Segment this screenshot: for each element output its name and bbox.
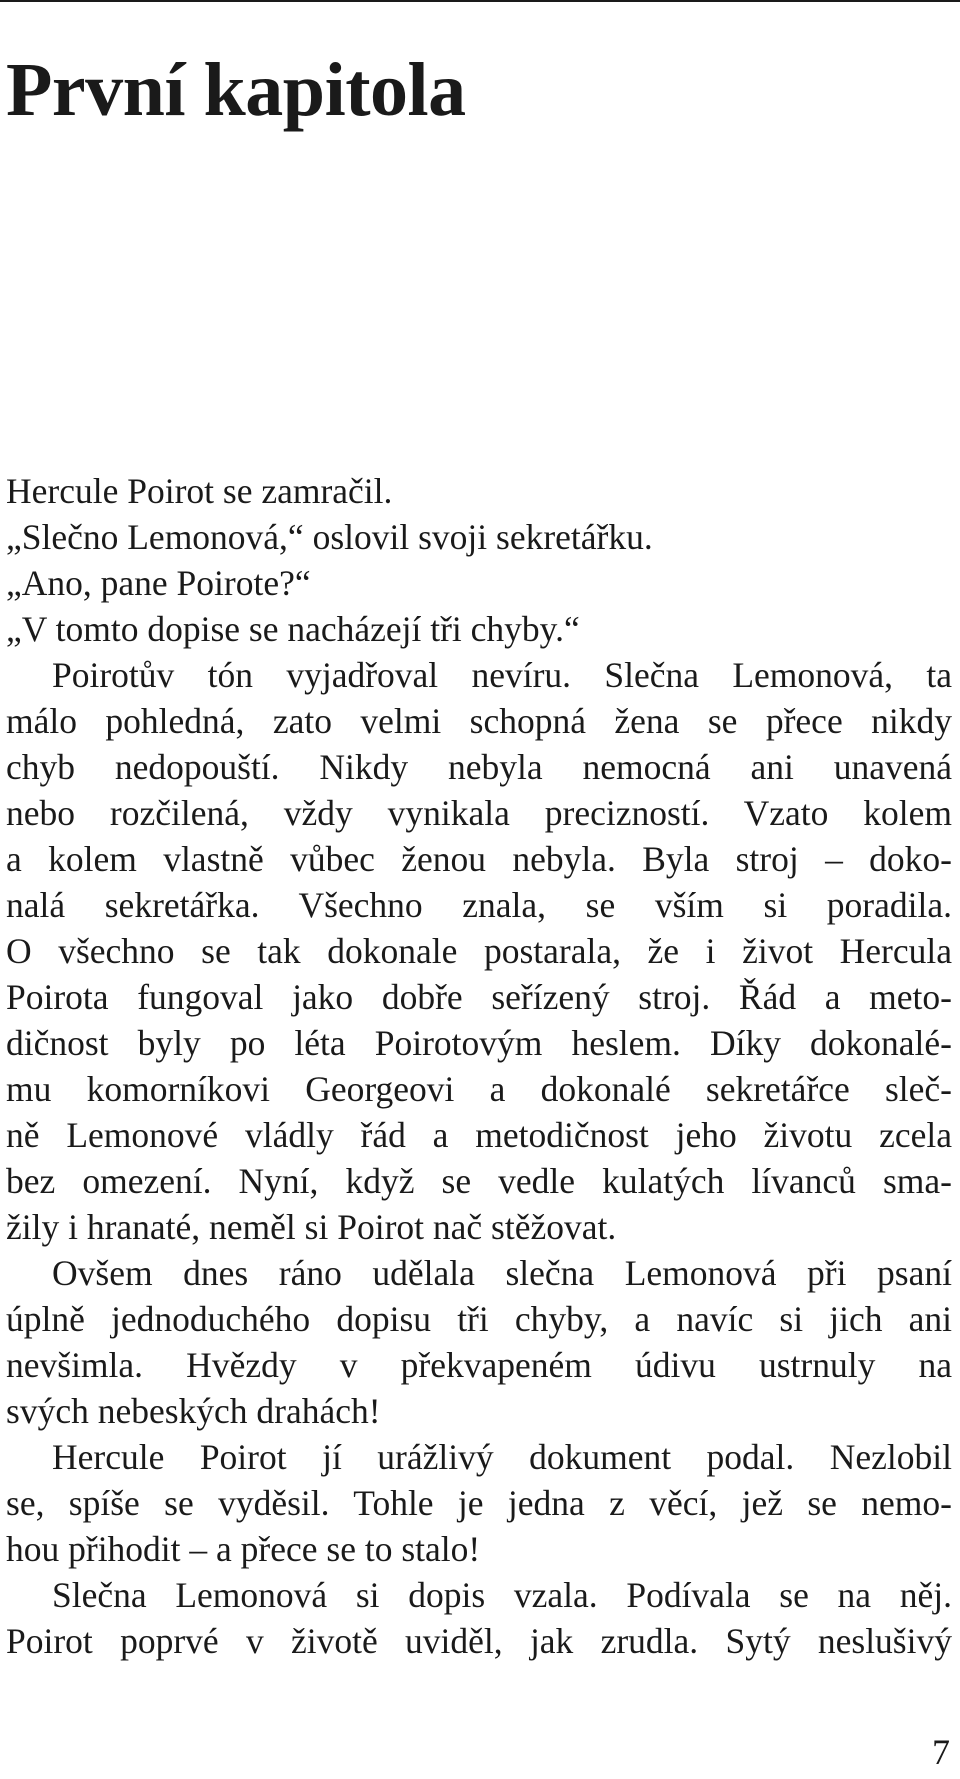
text-line: mu komorníkovi Georgeovi a dokonalé sekretářce sleč-	[6, 1069, 952, 1109]
text-line: „Ano, pane Poirote?“	[6, 563, 311, 603]
text-line: hou přihodit – a přece se to stalo!	[6, 1529, 481, 1569]
text-line: chyb nedopouští. Nikdy nebyla nemocná ani unavená	[6, 747, 952, 787]
text-line: málo pohledná, zato velmi schopná žena se přece nikdy	[6, 701, 952, 741]
text-line: bez omezení. Nyní, když se vedle kulatých lívanců sma-	[6, 1161, 952, 1201]
text-line: „Slečno Lemonová,“ oslovil svoji sekretářku.	[6, 517, 653, 557]
text-line: nevšimla. Hvězdy v překvapeném údivu ustrnuly na	[6, 1345, 952, 1385]
text-line: dičnost byly po léta Poirotovým heslem. Díky dokonalé-	[6, 1023, 952, 1063]
text-line: „V tomto dopise se nacházejí tři chyby.“	[6, 609, 580, 649]
text-line: Poirota fungoval jako dobře seřízený stroj. Řád a meto-	[6, 977, 952, 1017]
top-rule	[0, 0, 960, 2]
text-line: nalá sekretářka. Všechno znala, se vším si poradila.	[6, 885, 952, 925]
text-line: Hercule Poirot se zamračil.	[6, 471, 393, 511]
text-line: se, spíše se vyděsil. Tohle je jedna z věcí, jež se nemo-	[6, 1483, 952, 1523]
text-line: ně Lemonové vládly řád a metodičnost jeho životu zcela	[6, 1115, 952, 1155]
text-line: Poirotův tón vyjadřoval nevíru. Slečna Lemonová, ta	[52, 655, 952, 695]
text-line: nebo rozčilená, vždy vynikala precizností. Vzato kolem	[6, 793, 952, 833]
text-line: Poirot poprvé v životě uviděl, jak zrudla. Sytý neslušivý	[6, 1621, 952, 1661]
text-line: svých nebeských drahách!	[6, 1391, 381, 1431]
page-number: 7	[932, 1732, 950, 1772]
text-line: a kolem vlastně vůbec ženou nebyla. Byla stroj – doko-	[6, 839, 952, 879]
text-line: Slečna Lemonová si dopis vzala. Podívala se na něj.	[52, 1575, 952, 1615]
text-line: žily i hranaté, neměl si Poirot nač stěžovat.	[6, 1207, 617, 1247]
chapter-title: První kapitola	[6, 48, 466, 132]
text-line: úplně jednoduchého dopisu tři chyby, a navíc si jich ani	[6, 1299, 952, 1339]
body-text	[6, 468, 952, 1664]
text-line: Ovšem dnes ráno udělala slečna Lemonová při psaní	[52, 1253, 952, 1293]
text-line: Hercule Poirot jí urážlivý dokument podal. Nezlobil	[52, 1437, 952, 1477]
text-line: O všechno se tak dokonale postarala, že i život Hercula	[6, 931, 952, 971]
